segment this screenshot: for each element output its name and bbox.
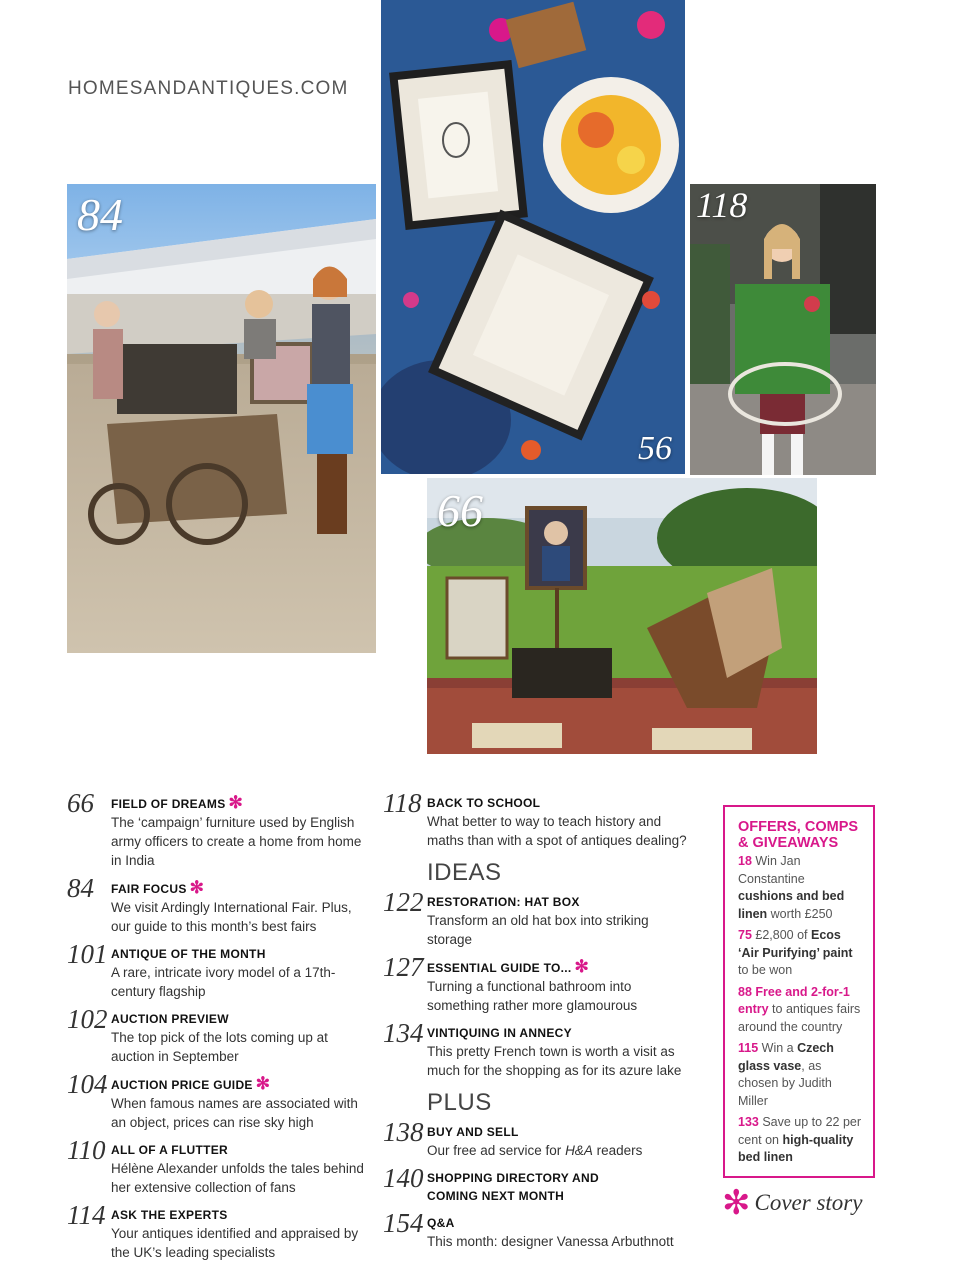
toc-description: When famous names are associated with an object, prices can rise sky high: [111, 1096, 358, 1130]
toc-column-middle: [383, 788, 693, 1260]
toc-description: A rare, intricate ivory model of a 17th-century flagship: [111, 965, 336, 999]
toc-entry[interactable]: [67, 1069, 372, 1132]
toc-description: Your antiques identified and appraised by the UK’s leading specialists: [111, 1226, 359, 1260]
toc-description: Our free ad service for H&A readers: [427, 1143, 643, 1158]
offers-title: OFFERS, COMPS & GIVEAWAYS: [738, 819, 859, 851]
photo-ivory-boxes: [381, 0, 685, 474]
toc-entry[interactable]: [67, 939, 372, 1001]
section-heading-plus: PLUS: [427, 1089, 492, 1116]
page-number-66: 66: [437, 485, 483, 536]
toc-entry[interactable]: [383, 887, 693, 949]
toc-title: BACK TO SCHOOL: [427, 796, 541, 810]
toc-entry[interactable]: [383, 1018, 693, 1080]
offer-item[interactable]: 88 Free and 2-for-1 entry to antiques fairs around the country: [738, 984, 861, 1034]
toc-description: The top pick of the lots coming up at auction in September: [111, 1030, 328, 1064]
toc-title: Q&A: [427, 1216, 455, 1230]
toc-page-number: 138: [383, 1117, 424, 1147]
toc-page-number: 140: [383, 1163, 424, 1193]
toc-title: RESTORATION: HAT BOX: [427, 895, 580, 909]
page-number-56: 56: [638, 430, 672, 467]
toc-description: This month: designer Vanessa Arbuthnott: [427, 1234, 674, 1249]
toc-entry[interactable]: [383, 952, 693, 1015]
photo-fair-focus: [67, 184, 376, 653]
toc-entry[interactable]: [67, 873, 372, 936]
toc-page-number: 127: [383, 952, 424, 982]
photo-field-of-dreams: [427, 478, 817, 754]
cover-star-icon: ✻: [189, 878, 205, 897]
toc-page-number: 84: [67, 873, 94, 903]
toc-entry[interactable]: [383, 1117, 693, 1160]
toc-description: Transform an old hat box into striking storage: [427, 913, 649, 947]
toc-description: This pretty French town is worth a visit as much for the shopping as for its azure lake: [427, 1044, 682, 1078]
toc-title: AUCTION PRICE GUIDE ✻: [111, 1074, 271, 1093]
toc-title: SHOPPING DIRECTORY AND COMING NEXT MONTH: [427, 1171, 599, 1203]
toc-entry[interactable]: [67, 788, 372, 870]
page-number-118: 118: [696, 185, 748, 225]
toc-entry[interactable]: [383, 1208, 693, 1251]
toc-title: ESSENTIAL GUIDE TO... ✻: [427, 957, 590, 976]
toc-entry[interactable]: [67, 1004, 372, 1066]
toc-description: Hélène Alexander unfolds the tales behind her extensive collection of fans: [111, 1161, 364, 1195]
toc-title: FAIR FOCUS ✻: [111, 878, 205, 897]
toc-page-number: 110: [67, 1135, 106, 1165]
toc-title: ALL OF A FLUTTER: [111, 1143, 229, 1157]
toc-title: BUY AND SELL: [427, 1125, 519, 1139]
toc-title: AUCTION PREVIEW: [111, 1012, 229, 1026]
offer-item[interactable]: 75 £2,800 of Ecos ‘Air Purifying’ paint to be won: [738, 928, 853, 977]
cover-star-icon: ✻: [722, 1184, 751, 1222]
section-heading-ideas: IDEAS: [427, 859, 502, 886]
toc-page-number: 114: [67, 1200, 106, 1230]
toc-page-number: 102: [67, 1004, 108, 1034]
cover-star-icon: ✻: [228, 793, 244, 812]
toc-entry[interactable]: [67, 1135, 372, 1197]
toc-page-number: 154: [383, 1208, 424, 1238]
toc-page-number: 122: [383, 887, 424, 917]
toc-description: We visit Ardingly International Fair. Plus, our guide to this month’s best fairs: [111, 900, 352, 934]
toc-title: FIELD OF DREAMS ✻: [111, 793, 244, 812]
cover-story-key: [722, 1184, 863, 1222]
toc-entry[interactable]: [67, 1200, 372, 1262]
toc-page-number: 101: [67, 939, 108, 969]
toc-entry[interactable]: [383, 788, 693, 850]
offer-item[interactable]: 133 Save up to 22 per cent on high-quality bed linen: [738, 1115, 862, 1164]
toc-column-left: [67, 788, 372, 1271]
toc-description: The ‘campaign’ furniture used by English army officers to create a home from home in India: [111, 815, 362, 868]
page-number-84: 84: [77, 189, 123, 240]
offers-box: [723, 805, 875, 1178]
site-url: HOMESANDANTIQUES.COM: [68, 78, 349, 99]
toc-title: ASK THE EXPERTS: [111, 1208, 228, 1222]
toc-title: VINTIQUING IN ANNECY: [427, 1026, 572, 1040]
cover-star-icon: ✻: [574, 957, 590, 976]
offer-item[interactable]: 18 Win Jan Constantine cushions and bed linen worth £250: [738, 854, 845, 921]
toc-title: ANTIQUE OF THE MONTH: [111, 947, 266, 961]
toc-entry[interactable]: [383, 1163, 693, 1205]
toc-page-number: 104: [67, 1069, 108, 1099]
toc-page-number: 66: [67, 788, 94, 818]
toc-description: What better to way to teach history and maths than with a spot of antiques dealing?: [427, 814, 687, 848]
cover-story-label: Cover story: [754, 1190, 863, 1215]
photo-back-to-school: [690, 184, 876, 475]
toc-description: Turning a functional bathroom into something rather more glamourous: [427, 979, 638, 1013]
offer-item[interactable]: 115 Win a Czech glass vase, as chosen by Judith Miller: [738, 1041, 834, 1108]
toc-page-number: 134: [383, 1018, 424, 1048]
toc-page-number: 118: [383, 788, 422, 818]
cover-star-icon: ✻: [255, 1074, 271, 1093]
